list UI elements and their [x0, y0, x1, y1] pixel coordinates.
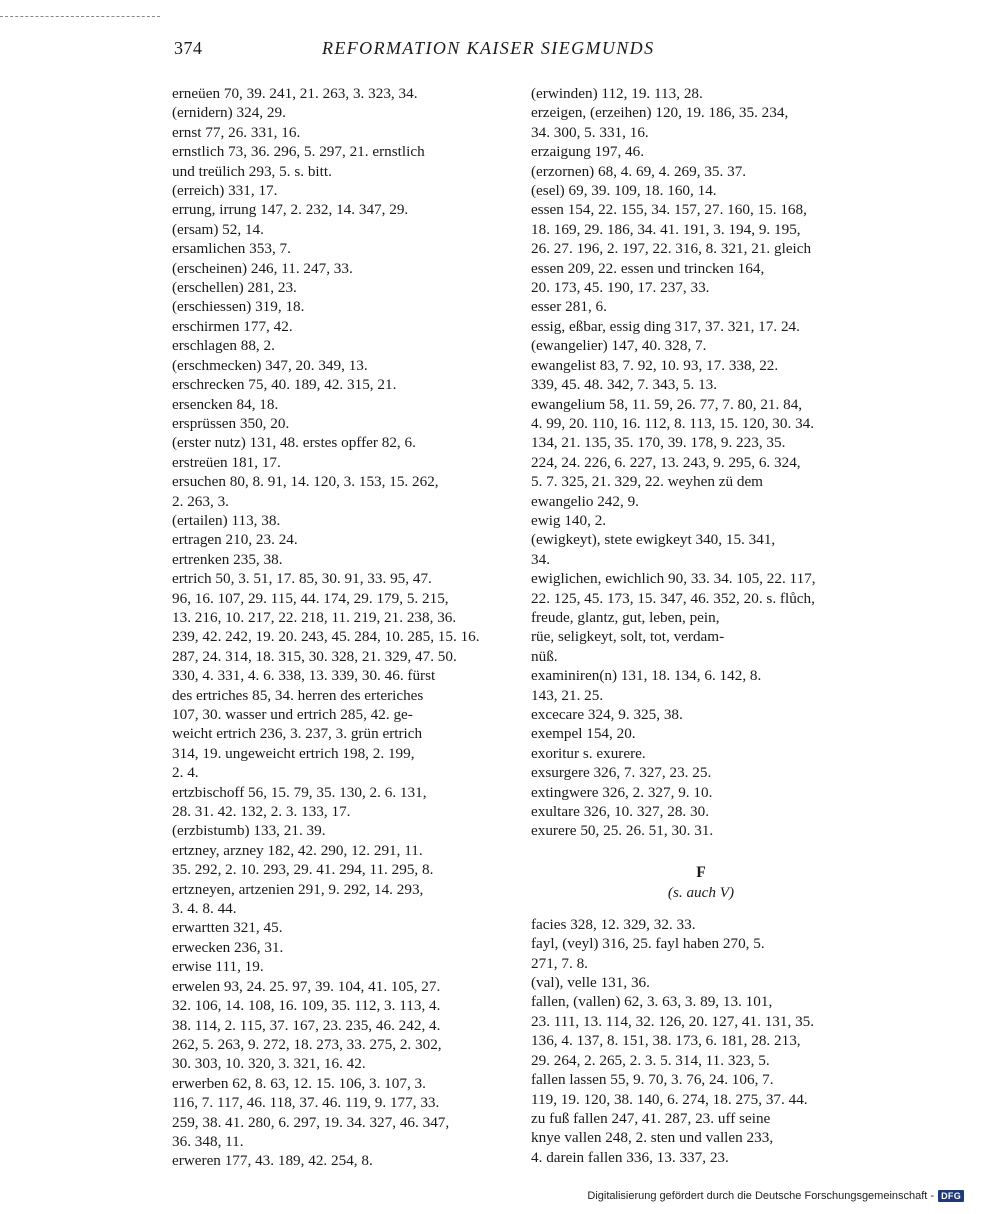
index-entry-line: errung, irrung 147, 2. 232, 14. 347, 29.: [172, 201, 409, 219]
index-entry-line: 30. 303, 10. 320, 3. 321, 16. 42.: [172, 1055, 366, 1073]
index-entry-line: ertzneyen, artzenien 291, 9. 292, 14. 293,: [172, 880, 424, 898]
index-entry-line: 107, 30. wasser und ertrich 285, 42. ge-: [172, 706, 413, 723]
index-entry: [531, 744, 871, 763]
index-entry: [531, 103, 871, 142]
index-entry-line: (erschellen) 281, 23.: [172, 279, 297, 297]
index-entry: [531, 84, 871, 103]
index-entry-line: 20. 173, 45. 190, 17. 237, 33.: [531, 279, 710, 297]
index-entry: [172, 123, 512, 142]
index-entry: [172, 550, 512, 569]
index-entry-line: nüß.: [531, 647, 558, 665]
index-entry-line: 4. darein fallen 336, 13. 337, 23.: [531, 1148, 729, 1166]
page-header: [174, 38, 864, 64]
index-entry-line: 239, 42. 242, 19. 20. 243, 45. 284, 10. 285, 15. 16.: [172, 628, 480, 646]
index-entry-line: ewiglichen, ewichlich 90, 33. 34. 105, 22. 117,: [531, 570, 816, 588]
index-entry: [531, 763, 871, 782]
index-column-right: [531, 84, 871, 1167]
index-entry-line: excecare 324, 9. 325, 38.: [531, 706, 683, 723]
index-entry-line: 22. 125, 45. 173, 15. 347, 46. 352, 20. s. flůch,: [531, 589, 815, 607]
index-entry-line: erwise 111, 19.: [172, 958, 264, 976]
index-entries-f: [531, 915, 871, 1167]
index-column-left: [172, 84, 512, 1171]
index-entry: [172, 356, 512, 375]
index-entry-line: weicht ertrich 236, 3. 237, 3. grün ertrich: [172, 725, 423, 743]
page-number: 374: [174, 38, 203, 58]
index-entry-line: ewangelist 83, 7. 92, 10. 93, 17. 338, 22.: [531, 356, 779, 374]
index-entry: [172, 472, 512, 511]
index-entry-line: ewangelium 58, 11. 59, 26. 77, 7. 80, 21. 84,: [531, 395, 803, 413]
index-entry-line: erneüen 70, 39. 241, 21. 263, 3. 323, 34.: [172, 85, 418, 102]
index-entry-line: (erscheinen) 246, 11. 247, 33.: [172, 259, 353, 277]
index-entry: [531, 162, 871, 181]
index-entry-line: (erster nutz) 131, 48. erstes opffer 82, 6.: [172, 434, 416, 452]
index-entry: [172, 200, 512, 219]
index-entry-line: ersprüssen 350, 20.: [172, 414, 290, 432]
index-entry: [531, 569, 871, 666]
index-entry-line: rüe, seligkeyt, solt, tot, verdam-: [531, 628, 725, 646]
index-entries-e: [531, 84, 871, 841]
index-entry: [172, 297, 512, 316]
index-entry-line: esser 281, 6.: [531, 298, 607, 316]
index-entry-line: ewangelio 242, 9.: [531, 492, 639, 510]
index-entry: [172, 530, 512, 549]
index-entry-line: 26. 27. 196, 2. 197, 22. 316, 8. 321, 21. gleich: [531, 240, 812, 258]
index-entry-line: 287, 24. 314, 18. 315, 30. 328, 21. 329, 47. 50.: [172, 647, 457, 665]
index-entry: [531, 181, 871, 200]
index-entry: [172, 317, 512, 336]
index-entry: [172, 84, 512, 103]
index-entry-line: 339, 45. 48. 342, 7. 343, 5. 13.: [531, 376, 718, 394]
index-entry-line: 136, 4. 137, 8. 151, 38. 173, 6. 181, 28. 213,: [531, 1032, 801, 1050]
index-entry-line: ertrich 50, 3. 51, 17. 85, 30. 91, 33. 95, 47.: [172, 570, 432, 588]
index-entry-line: 96, 16. 107, 29. 115, 44. 174, 29. 179, 5. 215,: [172, 589, 449, 607]
index-entry: [531, 511, 871, 530]
index-entry-line: ertragen 210, 23. 24.: [172, 531, 298, 549]
index-entry: [531, 915, 871, 934]
index-entry-line: (esel) 69, 39. 109, 18. 160, 14.: [531, 182, 717, 200]
index-entry: [172, 841, 512, 880]
index-entry-line: 38. 114, 2. 115, 37. 167, 23. 235, 46. 242, 4.: [172, 1016, 441, 1034]
index-entry-line: fallen lassen 55, 9. 70, 3. 76, 24. 106, 7.: [531, 1071, 774, 1089]
index-entry-line: (val), velle 131, 36.: [531, 974, 650, 992]
index-entry: [172, 569, 512, 782]
index-entry-line: erwerben 62, 8. 63, 12. 15. 106, 3. 107, 3.: [172, 1074, 426, 1092]
index-entry-line: erwelen 93, 24. 25. 97, 39. 104, 41. 105, 27.: [172, 977, 441, 995]
index-entry-line: (erreich) 331, 17.: [172, 182, 278, 200]
index-entry-line: erstreüen 181, 17.: [172, 453, 281, 471]
index-entry-line: 23. 111, 13. 114, 32. 126, 20. 127, 41. 131, 35.: [531, 1012, 815, 1030]
index-entry: [531, 973, 871, 992]
index-entry-line: fayl, (veyl) 316, 25. fayl haben 270, 5.: [531, 935, 765, 953]
index-entry-line: essig, eßbar, essig ding 317, 37. 321, 17. 24.: [531, 317, 800, 335]
index-entry-line: 134, 21. 135, 35. 170, 39. 178, 9. 223, 35.: [531, 434, 786, 452]
section-note: (s. auch V): [667, 883, 735, 901]
index-entry-line: ernst 77, 26. 331, 16.: [172, 123, 301, 141]
dfg-logo: DFG: [938, 1190, 964, 1202]
index-entry-line: 259, 38. 41. 280, 6. 297, 19. 34. 327, 46. 347,: [172, 1113, 450, 1131]
index-entry-line: 4. 99, 20. 110, 16. 112, 8. 113, 15. 120, 30. 34.: [531, 414, 815, 432]
index-entry: [172, 453, 512, 472]
index-entry-line: 32. 106, 14. 108, 16. 109, 35. 112, 3. 113, 4.: [172, 997, 441, 1015]
index-entry: [172, 433, 512, 452]
index-entry-line: extingwere 326, 2. 327, 9. 10.: [531, 783, 713, 801]
index-entry-line: zu fuß fallen 247, 41. 287, 23. uff seine: [531, 1109, 771, 1127]
index-entry-line: 330, 4. 331, 4. 6. 338, 13. 339, 30. 46. fürst: [172, 667, 436, 685]
index-entry-line: des ertriches 85, 34. herren des erteriches: [172, 686, 424, 704]
index-entry-line: 29. 264, 2. 265, 2. 3. 5. 314, 11. 323, 5.: [531, 1051, 770, 1069]
index-entry: [531, 336, 871, 355]
index-entry-line: exurere 50, 25. 26. 51, 30. 31.: [531, 822, 714, 840]
index-entry-line: (ertailen) 113, 38.: [172, 511, 281, 529]
index-entry-line: 116, 7. 117, 46. 118, 37. 46. 119, 9. 177, 33.: [172, 1094, 440, 1112]
index-entry-line: 18. 169, 29. 186, 34. 41. 191, 3. 194, 9. 195,: [531, 220, 801, 238]
running-title: REFORMATION KAISER SIEGMUNDS: [322, 38, 655, 58]
index-entry-line: 13. 216, 10. 217, 22. 218, 11. 219, 21. 238, 36.: [172, 608, 457, 626]
index-entry: [531, 142, 871, 161]
index-entry-line: (ernidern) 324, 29.: [172, 104, 286, 122]
index-entry-line: erzeigen, (erzeihen) 120, 19. 186, 35. 234,: [531, 104, 789, 122]
index-entry-line: 143, 21. 25.: [531, 686, 604, 704]
index-entry: [531, 666, 871, 705]
index-entry-line: 34.: [531, 550, 550, 568]
index-entry: [531, 356, 871, 395]
index-entry: [172, 1074, 512, 1152]
index-entry-line: fallen, (vallen) 62, 3. 63, 3. 89, 13. 101,: [531, 993, 773, 1011]
index-entry: [172, 375, 512, 394]
index-entry: [531, 724, 871, 743]
index-entry: [531, 802, 871, 821]
index-entry-line: erschirmen 177, 42.: [172, 317, 293, 335]
index-entry-line: 2. 263, 3.: [172, 492, 229, 510]
index-entry-line: exempel 154, 20.: [531, 725, 636, 743]
index-entry-line: essen 154, 22. 155, 34. 157, 27. 160, 15. 168,: [531, 201, 807, 219]
index-entry: [172, 414, 512, 433]
index-entry-line: ewig 140, 2.: [531, 511, 607, 529]
index-entry-line: knye vallen 248, 2. sten und vallen 233,: [531, 1129, 774, 1147]
index-entry: [172, 511, 512, 530]
index-entry: [531, 992, 871, 1167]
index-entry-line: 314, 19. ungeweicht ertrich 198, 2. 199,: [172, 744, 415, 762]
index-entry: [531, 297, 871, 316]
index-entry: [531, 821, 871, 840]
index-entry-line: 34. 300, 5. 331, 16.: [531, 123, 649, 141]
index-entry-line: 2. 4.: [172, 764, 199, 782]
index-entry: [531, 934, 871, 973]
index-entry-line: 271, 7. 8.: [531, 954, 588, 972]
index-entry-line: (ewigkeyt), stete ewigkeyt 340, 15. 341,: [531, 531, 776, 549]
index-entry: [531, 783, 871, 802]
index-entry: [531, 530, 871, 569]
index-entry-line: facies 328, 12. 329, 32. 33.: [531, 915, 696, 933]
index-entry-line: examiniren(n) 131, 18. 134, 6. 142, 8.: [531, 667, 762, 685]
index-entry: [172, 103, 512, 122]
index-entry: [172, 336, 512, 355]
index-entry: [531, 395, 871, 511]
index-entry-line: erzaigung 197, 46.: [531, 143, 645, 161]
index-entry: [172, 1151, 512, 1170]
index-entry-line: ertzbischoff 56, 15. 79, 35. 130, 2. 6. 131,: [172, 783, 427, 801]
index-entry: [172, 821, 512, 840]
index-entry: [172, 880, 512, 919]
index-entry: [172, 783, 512, 822]
index-entry-line: (erwinden) 112, 19. 113, 28.: [531, 85, 703, 102]
index-entry-line: ersuchen 80, 8. 91, 14. 120, 3. 153, 15. 262,: [172, 473, 439, 491]
index-entry-line: exultare 326, 10. 327, 28. 30.: [531, 803, 710, 821]
index-entry: [172, 278, 512, 297]
index-entry-line: erwartten 321, 45.: [172, 919, 283, 937]
index-entry-line: ernstlich 73, 36. 296, 5. 297, 21. ernstlich: [172, 143, 425, 161]
index-entry: [172, 918, 512, 937]
index-entry: [172, 938, 512, 957]
index-entry-line: (erschiessen) 319, 18.: [172, 298, 305, 316]
index-entry-line: und treülich 293, 5. s. bitt.: [172, 162, 332, 180]
index-entry: [172, 142, 512, 181]
index-entry: [172, 239, 512, 258]
section-letter-f: F: [696, 863, 706, 881]
index-entry-line: freude, glantz, gut, leben, pein,: [531, 608, 720, 626]
index-entry-line: erschlagen 88, 2.: [172, 337, 275, 355]
index-entry-line: 35. 292, 2. 10. 293, 29. 41. 294, 11. 295, 8.: [172, 861, 434, 879]
index-entry: [172, 220, 512, 239]
index-entry: [172, 395, 512, 414]
index-entry-line: ertzney, arzney 182, 42. 290, 12. 291, 11.: [172, 841, 423, 859]
index-entry: [531, 317, 871, 336]
digitization-credit: [587, 1190, 964, 1202]
top-dashed-rule: [0, 16, 160, 17]
index-entry-line: 5. 7. 325, 21. 329, 22. weyhen zü dem: [531, 473, 763, 491]
index-entry-line: essen 209, 22. essen und trincken 164,: [531, 259, 765, 277]
index-entry-line: erwecken 236, 31.: [172, 938, 284, 956]
index-entry-line: (ersam) 52, 14.: [172, 220, 264, 238]
index-entry-line: 3. 4. 8. 44.: [172, 900, 237, 918]
index-entry-line: 119, 19. 120, 38. 140, 6. 274, 18. 275, 37. 44.: [531, 1090, 808, 1108]
index-entry-line: erweren 177, 43. 189, 42. 254, 8.: [172, 1152, 373, 1170]
index-entry-line: 28. 31. 42. 132, 2. 3. 133, 17.: [172, 803, 351, 821]
index-entry-line: ertrenken 235, 38.: [172, 550, 283, 568]
credit-text: Digitalisierung gefördert durch die Deutsche Forschungsgemeinschaft -: [587, 1190, 935, 1202]
index-entry: [172, 259, 512, 278]
index-entry-line: ersamlichen 353, 7.: [172, 240, 291, 258]
index-entry: [172, 957, 512, 976]
index-entry-line: 36. 348, 11.: [172, 1132, 244, 1150]
index-entry-line: (erzornen) 68, 4. 69, 4. 269, 35. 37.: [531, 162, 747, 180]
index-entry: [531, 200, 871, 297]
index-entry-line: (erschmecken) 347, 20. 349, 13.: [172, 356, 368, 374]
index-entry-line: (ewangelier) 147, 40. 328, 7.: [531, 337, 707, 355]
index-entry-line: exoritur s. exurere.: [531, 744, 646, 762]
index-entry: [172, 977, 512, 1074]
index-entry: [172, 181, 512, 200]
index-entry: [531, 705, 871, 724]
index-entry-line: (erzbistumb) 133, 21. 39.: [172, 822, 326, 840]
index-entry-line: ersencken 84, 18.: [172, 395, 279, 413]
index-entry-line: 224, 24. 226, 6. 227, 13. 243, 9. 295, 6. 324,: [531, 453, 801, 471]
index-entry-line: erschrecken 75, 40. 189, 42. 315, 21.: [172, 376, 397, 394]
index-entry-line: 262, 5. 263, 9. 272, 18. 273, 33. 275, 2. 302,: [172, 1035, 442, 1053]
index-entry-line: exsurgere 326, 7. 327, 23. 25.: [531, 764, 712, 782]
